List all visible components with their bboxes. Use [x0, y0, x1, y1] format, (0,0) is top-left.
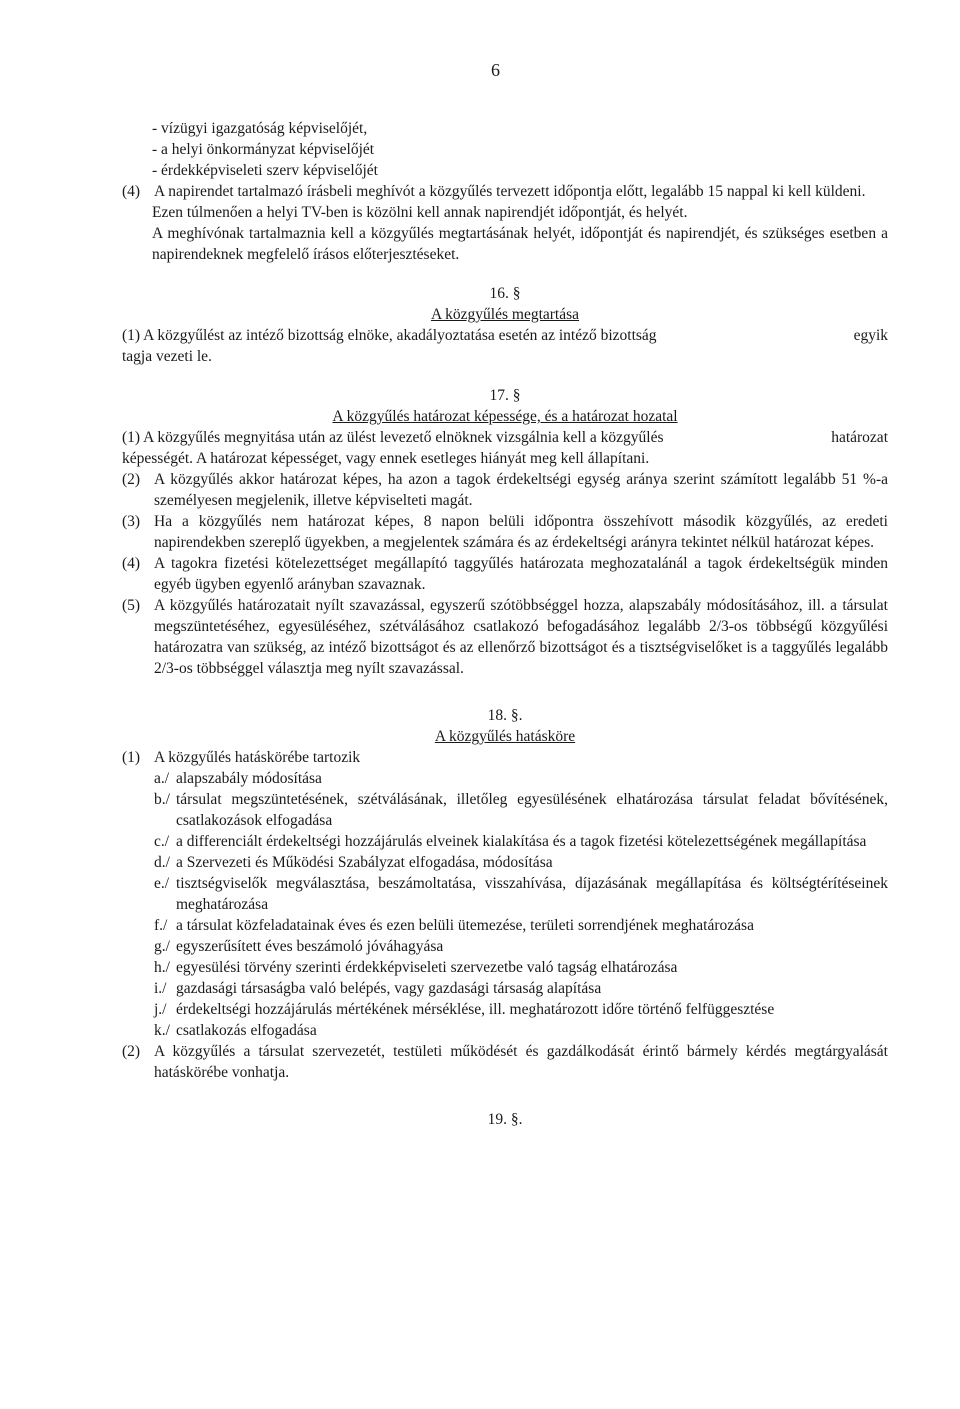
- list-item-label: b./: [154, 791, 170, 808]
- intro-list: [122, 118, 888, 181]
- section-17-number: 17. §: [489, 387, 521, 404]
- paragraph-continuation: tagja vezeti le.: [122, 348, 212, 365]
- paragraph-text: Ha a közgyűlés nem határozat képes, 8 napon belüli időpontra összehívott második közgyűlés, az eredeti napirendekben szereplő ügyekben, a megjelentek számára és az érdekeltségi arányra tekintet nélkül határozat képes.: [154, 513, 888, 551]
- paragraph-number: (2): [122, 1043, 141, 1060]
- section-16-number: 16. §: [489, 285, 521, 302]
- section-16-paragraph-1: [122, 325, 888, 346]
- paragraph-tv: Ezen túlmenően a helyi TV-ben is közölni kell annak napirendjét időpontját, és helyét.: [152, 204, 688, 221]
- paragraph-number: (5): [122, 597, 141, 614]
- list-item-label: g./: [154, 938, 170, 955]
- list-item: [154, 831, 888, 852]
- paragraph-text: A napirendet tartalmazó írásbeli meghívót a közgyűlés tervezett időpontja előtt, legalább 15 nappal ki kell küldeni.: [154, 183, 866, 200]
- intro-item: - vízügyi igazgatóság képviselőjét,: [152, 120, 368, 137]
- paragraph-meghivo: A meghívónak tartalmaznia kell a közgyűlés megtartásának helyét, időpontját és napirendjét, és szükséges esetben a napirendeknek megfelelő írásos előterjesztéseket.: [152, 225, 888, 263]
- list-item-text: alapszabály módosítása: [176, 770, 322, 787]
- paragraph-text: A közgyűlést az intéző bizottság elnöke, akadályoztatása esetén az intéző bizottság: [143, 327, 657, 344]
- paragraph-number: (3): [122, 513, 141, 530]
- list-item: [154, 915, 888, 936]
- section-18-paragraph-2: [122, 1041, 888, 1083]
- paragraph-text-end: egyik: [853, 327, 888, 344]
- list-item-text: a differenciált érdekeltségi hozzájárulás elveinek kialakítása és a tagok fizetési kötelezettségének megállapítása: [176, 833, 867, 850]
- list-item-text: érdekeltségi hozzájárulás mértékének mérséklése, ill. meghatározott időre történő felfüggesztése: [176, 1001, 775, 1018]
- paragraph-4: [122, 181, 888, 202]
- paragraph-number: (1): [122, 749, 141, 766]
- list-item-label: i./: [154, 980, 167, 997]
- section-17-paragraph-2: [122, 469, 888, 511]
- section-17-paragraph-4: [122, 553, 888, 595]
- page-number: 6: [491, 60, 500, 80]
- paragraph-text: A közgyűlés határozatait nyílt szavazással, egyszerű szótöbbséggel hozza, alapszabály módosításához, ill. a társulat megszüntetéséhez, egyesüléséhez, szétválásához csatlakozó befogadásához legalább 2/3-os többségű közgyűlési határozatra van szükség, az intéző bizottságot és az ellenőrző bizottságot és a tisztségviselőket is a taggyűlés legalább 2/3-os többséggel választja meg nyílt szavazással.: [154, 597, 888, 677]
- paragraph-text: A közgyűlés hatáskörébe tartozik: [154, 749, 361, 766]
- list-item: [154, 852, 888, 873]
- paragraph-text: A tagokra fizetési kötelezettséget megállapító taggyűlés határozata meghozatalánál a tagok érdekeltségük minden egyéb ügyben egyenlő arányban szavaznak.: [154, 555, 888, 593]
- list-item: [154, 957, 888, 978]
- section-17-title: A közgyűlés határozat képessége, és a határozat hozatal: [332, 408, 678, 425]
- paragraph-number: (4): [122, 183, 141, 200]
- paragraph-continuation: képességét. A határozat képességet, vagy ennek esetleges hiányát meg kell állapítani.: [122, 450, 650, 467]
- paragraph-text: A közgyűlés megnyitása után az ülést levezető elnöknek vizsgálnia kell a közgyűlés: [143, 429, 664, 446]
- section-19-number: 19. §.: [487, 1111, 523, 1128]
- list-item-label: j./: [154, 1001, 167, 1018]
- list-item: [154, 789, 888, 831]
- list-item-label: k./: [154, 1022, 170, 1039]
- list-item: [154, 978, 888, 999]
- list-item-text: egyesülési törvény szerinti érdekképviseleti szervezetbe való tagság elhatározása: [176, 959, 678, 976]
- intro-item: - érdekképviseleti szerv képviselőjét: [152, 162, 378, 179]
- section-17-paragraph-3: [122, 511, 888, 553]
- section-18-title: A közgyűlés hatásköre: [434, 728, 576, 745]
- paragraph-text: A közgyűlés akkor határozat képes, ha azon a tagok érdekeltségi egység aránya szerint számított legalább 51 %-a személyesen megjelenik, illetve képviselteti magát.: [154, 471, 888, 509]
- list-item-label: h./: [154, 959, 170, 976]
- list-item-text: társulat megszüntetésének, szétválásának, illetőleg egyesülésének elhatározása társulat feladat bővítésének, csatlakozások elfogadása: [176, 791, 888, 829]
- paragraph-number: (4): [122, 555, 141, 572]
- list-item-text: a társulat közfeladatainak éves és ezen belüli ütemezése, területi sorrendjének meghatározása: [176, 917, 754, 934]
- list-item-text: tisztségviselők megválasztása, beszámoltatása, visszahívása, díjazásának megállapítása és költségtérítéseinek meghatározása: [176, 875, 888, 913]
- section-16-title: A közgyűlés megtartása: [430, 306, 580, 323]
- list-item: [154, 768, 888, 789]
- list-item: [154, 873, 888, 915]
- list-item-text: csatlakozás elfogadása: [176, 1022, 317, 1039]
- paragraph-number: (2): [122, 471, 141, 488]
- list-item-label: d./: [154, 854, 170, 871]
- section-17-paragraph-1: [122, 427, 888, 448]
- section-17-paragraph-5: [122, 595, 888, 679]
- paragraph-text-end: határozat: [831, 429, 888, 446]
- list-item-label: f./: [154, 917, 168, 934]
- paragraph-number: (1): [122, 327, 141, 344]
- list-item: [154, 999, 888, 1020]
- list-item-label: a./: [154, 770, 170, 787]
- paragraph-text: A közgyűlés a társulat szervezetét, testületi működését és gazdálkodását érintő bármely kérdés megtárgyalását hatáskörébe vonhatja.: [154, 1043, 888, 1081]
- document-body: [122, 118, 888, 1130]
- section-18-number: 18. §.: [487, 707, 523, 724]
- intro-item: - a helyi önkormányzat képviselőjét: [152, 141, 375, 158]
- list-item-text: egyszerűsített éves beszámoló jóváhagyása: [176, 938, 444, 955]
- list-item-label: c./: [154, 833, 170, 850]
- section-18-paragraph-1: [122, 747, 888, 768]
- list-item-text: gazdasági társaságba való belépés, vagy gazdasági társaság alapítása: [176, 980, 602, 997]
- list-item-label: e./: [154, 875, 170, 892]
- list-item: [154, 1020, 888, 1041]
- competence-list: [122, 768, 888, 1041]
- paragraph-number: (1): [122, 429, 141, 446]
- list-item-text: a Szervezeti és Működési Szabályzat elfogadása, módosítása: [176, 854, 553, 871]
- list-item: [154, 936, 888, 957]
